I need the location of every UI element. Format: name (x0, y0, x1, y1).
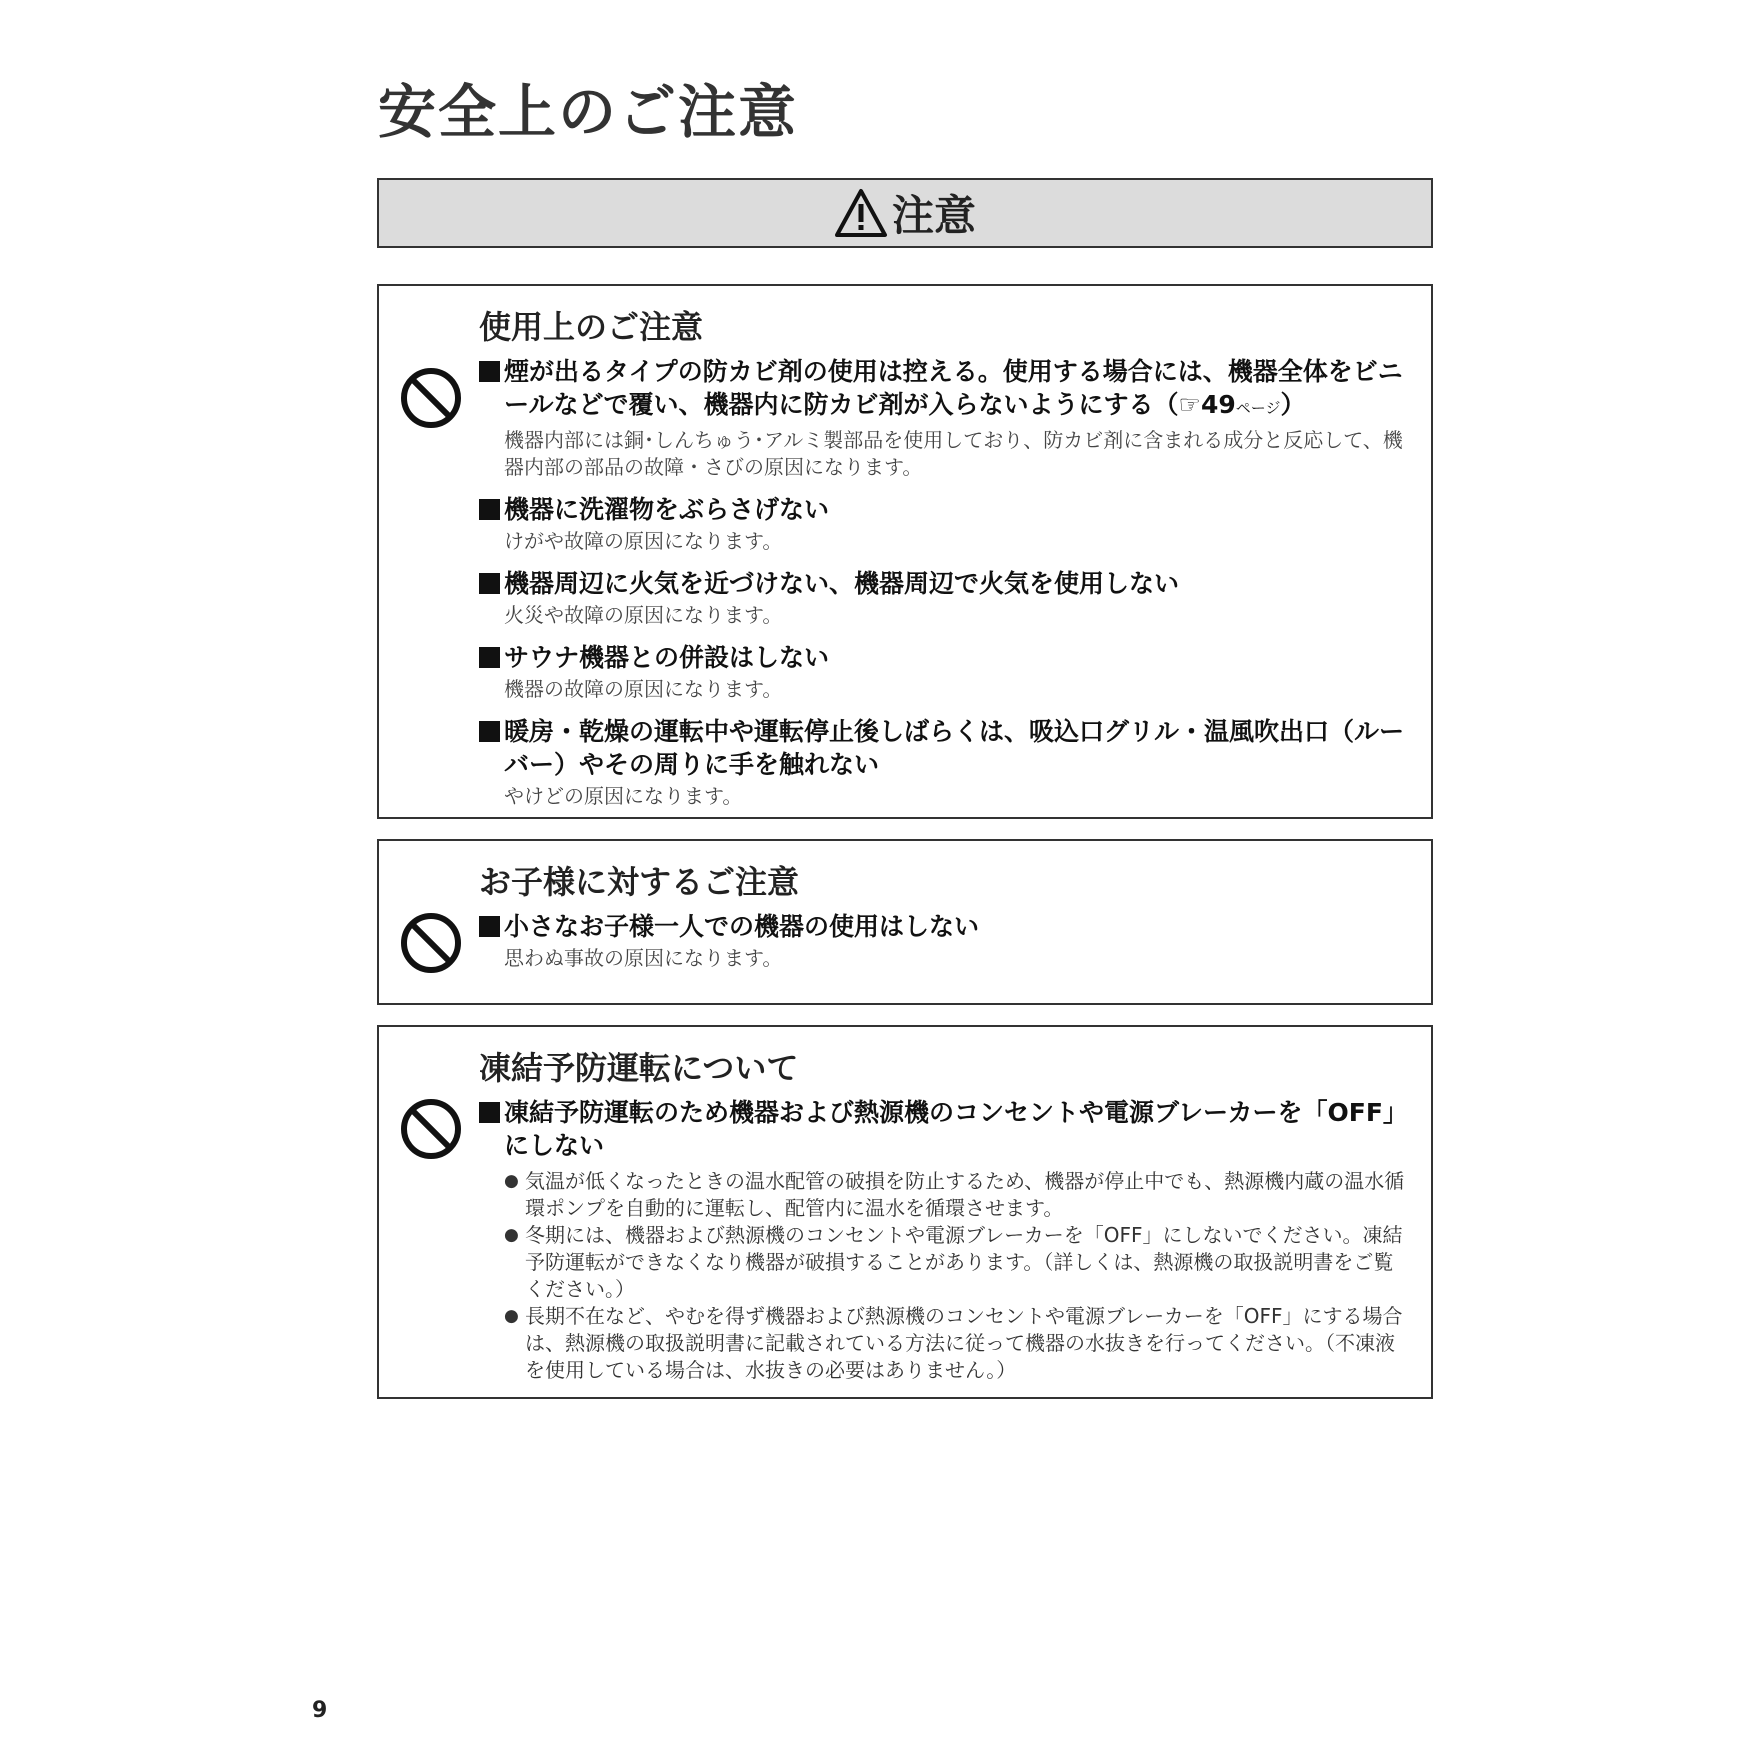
item-description: 火災や故障の原因になります。 (504, 603, 783, 628)
item-description: 思わぬ事故の原因になります。 (504, 946, 783, 971)
page-title: 安全上のご注意 (378, 78, 799, 146)
page-number: 9 (312, 1698, 328, 1723)
prohibition-icon (399, 1097, 463, 1161)
pointing-hand-icon: ☞ (1178, 390, 1201, 420)
item-heading: 機器に洗濯物をぶらさげない (479, 493, 1405, 526)
bullet-icon: ● (504, 1171, 519, 1192)
caution-banner (377, 178, 1433, 248)
item-heading: 凍結予防運転のため機器および熱源機のコンセントや電源ブレーカーを「OFF」にしない (479, 1096, 1405, 1162)
section-usage-cautions (377, 284, 1433, 819)
section-title: お子様に対するご注意 (479, 863, 800, 901)
item-heading: 暖房・乾燥の運転中や運転停止後しばらくは、吸込口グリル・温風吹出口（ルーバー）やその周りに手を触れない (479, 715, 1405, 781)
item-description: 機器内部には銅･しんちゅう･アルミ製部品を使用しており、防カビ剤に含まれる成分と反応して、機器内部の部品の故障・さびの原因になります。 (504, 428, 1403, 480)
bullet-icon: ● (504, 1306, 519, 1327)
item-heading: 煙が出るタイプの防カビ剤の使用は控える。使用する場合には、機器全体をビニールなどで覆い、機器内に防カビ剤が入らないようにする（☞49ページ） (479, 355, 1405, 425)
item-heading: 機器周辺に火気を近づけない、機器周辺で火気を使用しない (479, 567, 1405, 600)
warning-triangle-icon (834, 187, 888, 239)
list-item: ● 気温が低くなったときの温水配管の破損を防止するため、機器が停止中でも、熱源機内蔵の温水循環ポンプを自動的に運転し、配管内に温水を循環させます。 (504, 1169, 1405, 1221)
item-description: 機器の故障の原因になります。 (504, 677, 783, 702)
item-heading: サウナ機器との併設はしない (479, 641, 1405, 674)
item-heading: 小さなお子様一人での機器の使用はしない (479, 910, 1405, 943)
section-title: 凍結予防運転について (479, 1049, 799, 1087)
caution-label: 注意 (891, 191, 976, 240)
list-item: ● 長期不在など、やむを得ず機器および熱源機のコンセントや電源ブレーカーを「OFF」にする場合は、熱源機の取扱説明書に記載されている方法に従って機器の水抜きを行ってください。（不凍液を使用している場合は、水抜きの必要はありません。） (504, 1304, 1403, 1383)
item-description: やけどの原因になります。 (504, 784, 743, 809)
section-title: 使用上のご注意 (479, 308, 704, 346)
prohibition-icon (399, 911, 463, 975)
item-description: けがや故障の原因になります。 (504, 529, 783, 554)
bullet-list (479, 1168, 1405, 1384)
page-reference: 49 (1200, 390, 1236, 420)
prohibition-icon (399, 366, 463, 430)
list-item: ● 冬期には、機器および熱源機のコンセントや電源ブレーカーを「OFF」にしないでください。凍結予防運転ができなくなり機器が破損することがあります。（詳しくは、熱源機の取扱説明書をご覧ください。） (504, 1223, 1403, 1302)
bullet-icon: ● (504, 1225, 519, 1246)
section-child-cautions (377, 839, 1433, 1005)
section-freeze-prevention (377, 1025, 1433, 1399)
